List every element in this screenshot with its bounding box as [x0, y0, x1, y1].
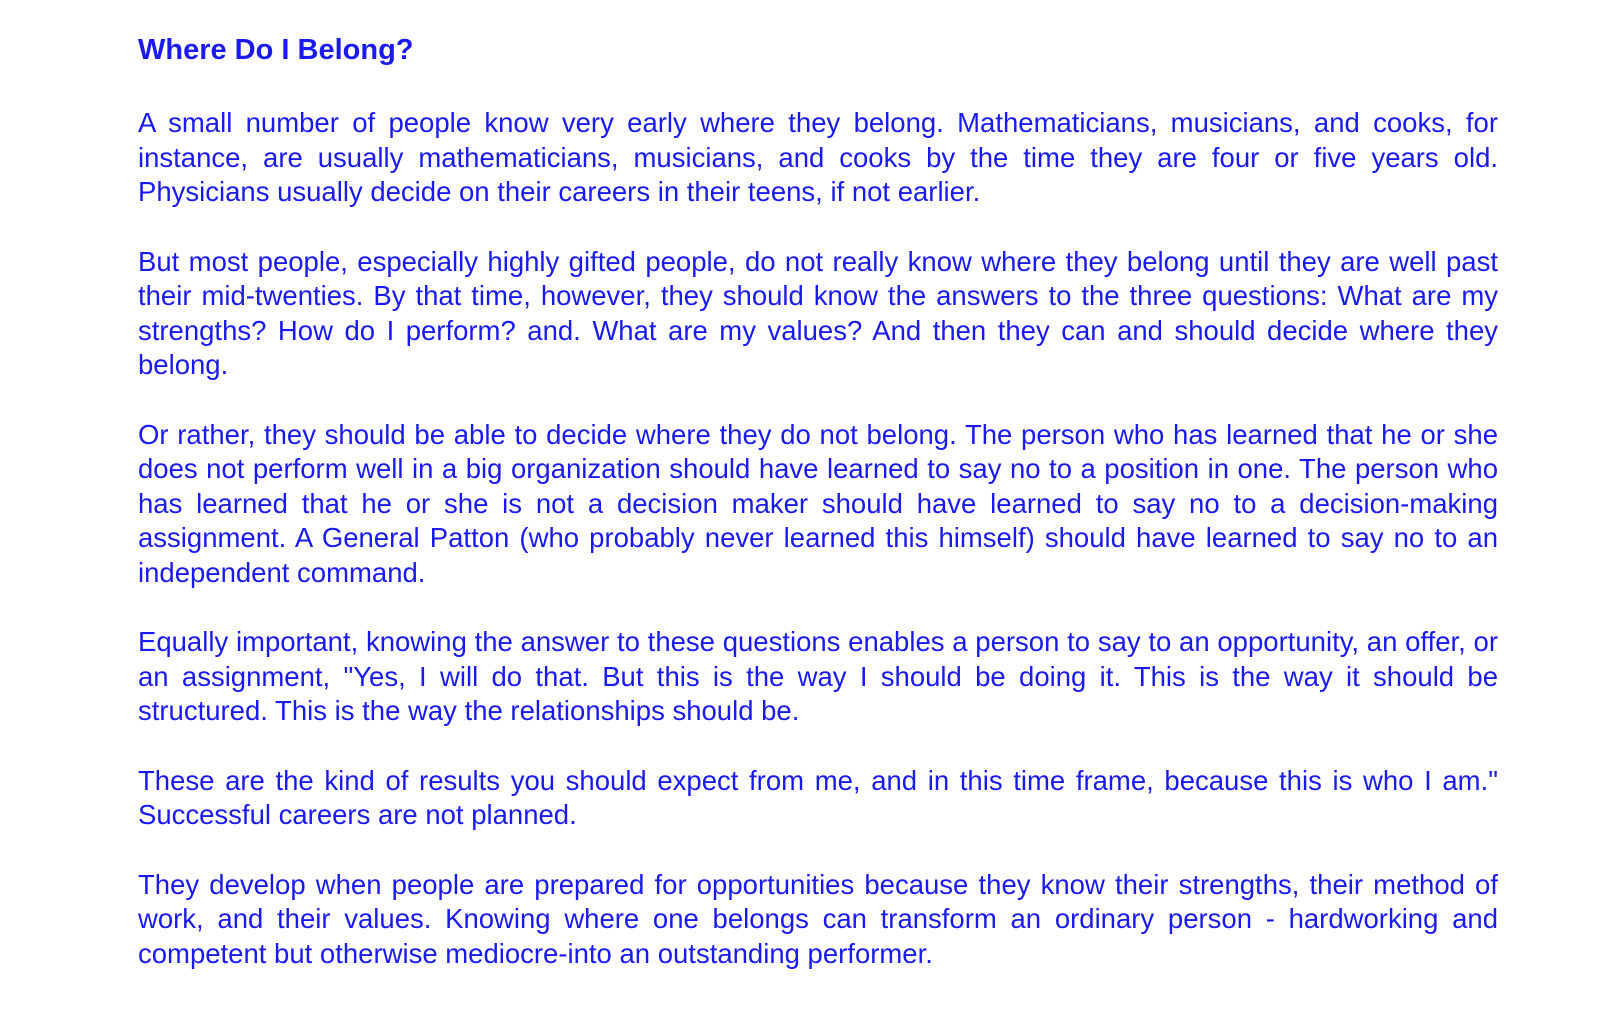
document-title: Where Do I Belong? [138, 34, 414, 66]
paragraph: Equally important, knowing the answer to these questions enables a person to say to an opportunity, an offer, or an assignment, "Yes, I will do that. But this is the way I should be doing it. This is the way it should be structured. This is the way the relationships should be. [138, 626, 1498, 726]
document-page [138, 30, 1498, 971]
paragraph: A small number of people know very early where they belong. Mathematicians, musicians, and cooks, for instance, are usually mathematicians, musicians, and cooks by the time they are four or five years old. Physicians usually decide on their careers in their teens, if not earlier. [138, 107, 1498, 207]
paragraph: These are the kind of results you should expect from me, and in this time frame, because this is who I am." Successful careers are not planned. [138, 764, 1498, 830]
paragraph: But most people, especially highly gifted people, do not really know where they belong until they are well past their mid-twenties. By that time, however, they should know the answers to the three questions: What are my strengths? How do I perform? and. What are my values? And then they can and should decide where they belong. [138, 245, 1498, 380]
paragraph: They develop when people are prepared for opportunities because they know their strengths, their method of work, and their values. Knowing where one belongs can transform an ordinary person - hardworking and competent but otherwise mediocre-into an outstanding performer. [138, 868, 1498, 969]
paragraph: Or rather, they should be able to decide where they do not belong. The person who has learned that he or she does not perform well in a big organization should have learned to say no to a position in one. The person who has learned that he or she is not a decision maker should have learned to say no to a decision-making assignment. A General Patton (who probably never learned this himself) should have learned to say no to an independent command. [138, 418, 1498, 588]
